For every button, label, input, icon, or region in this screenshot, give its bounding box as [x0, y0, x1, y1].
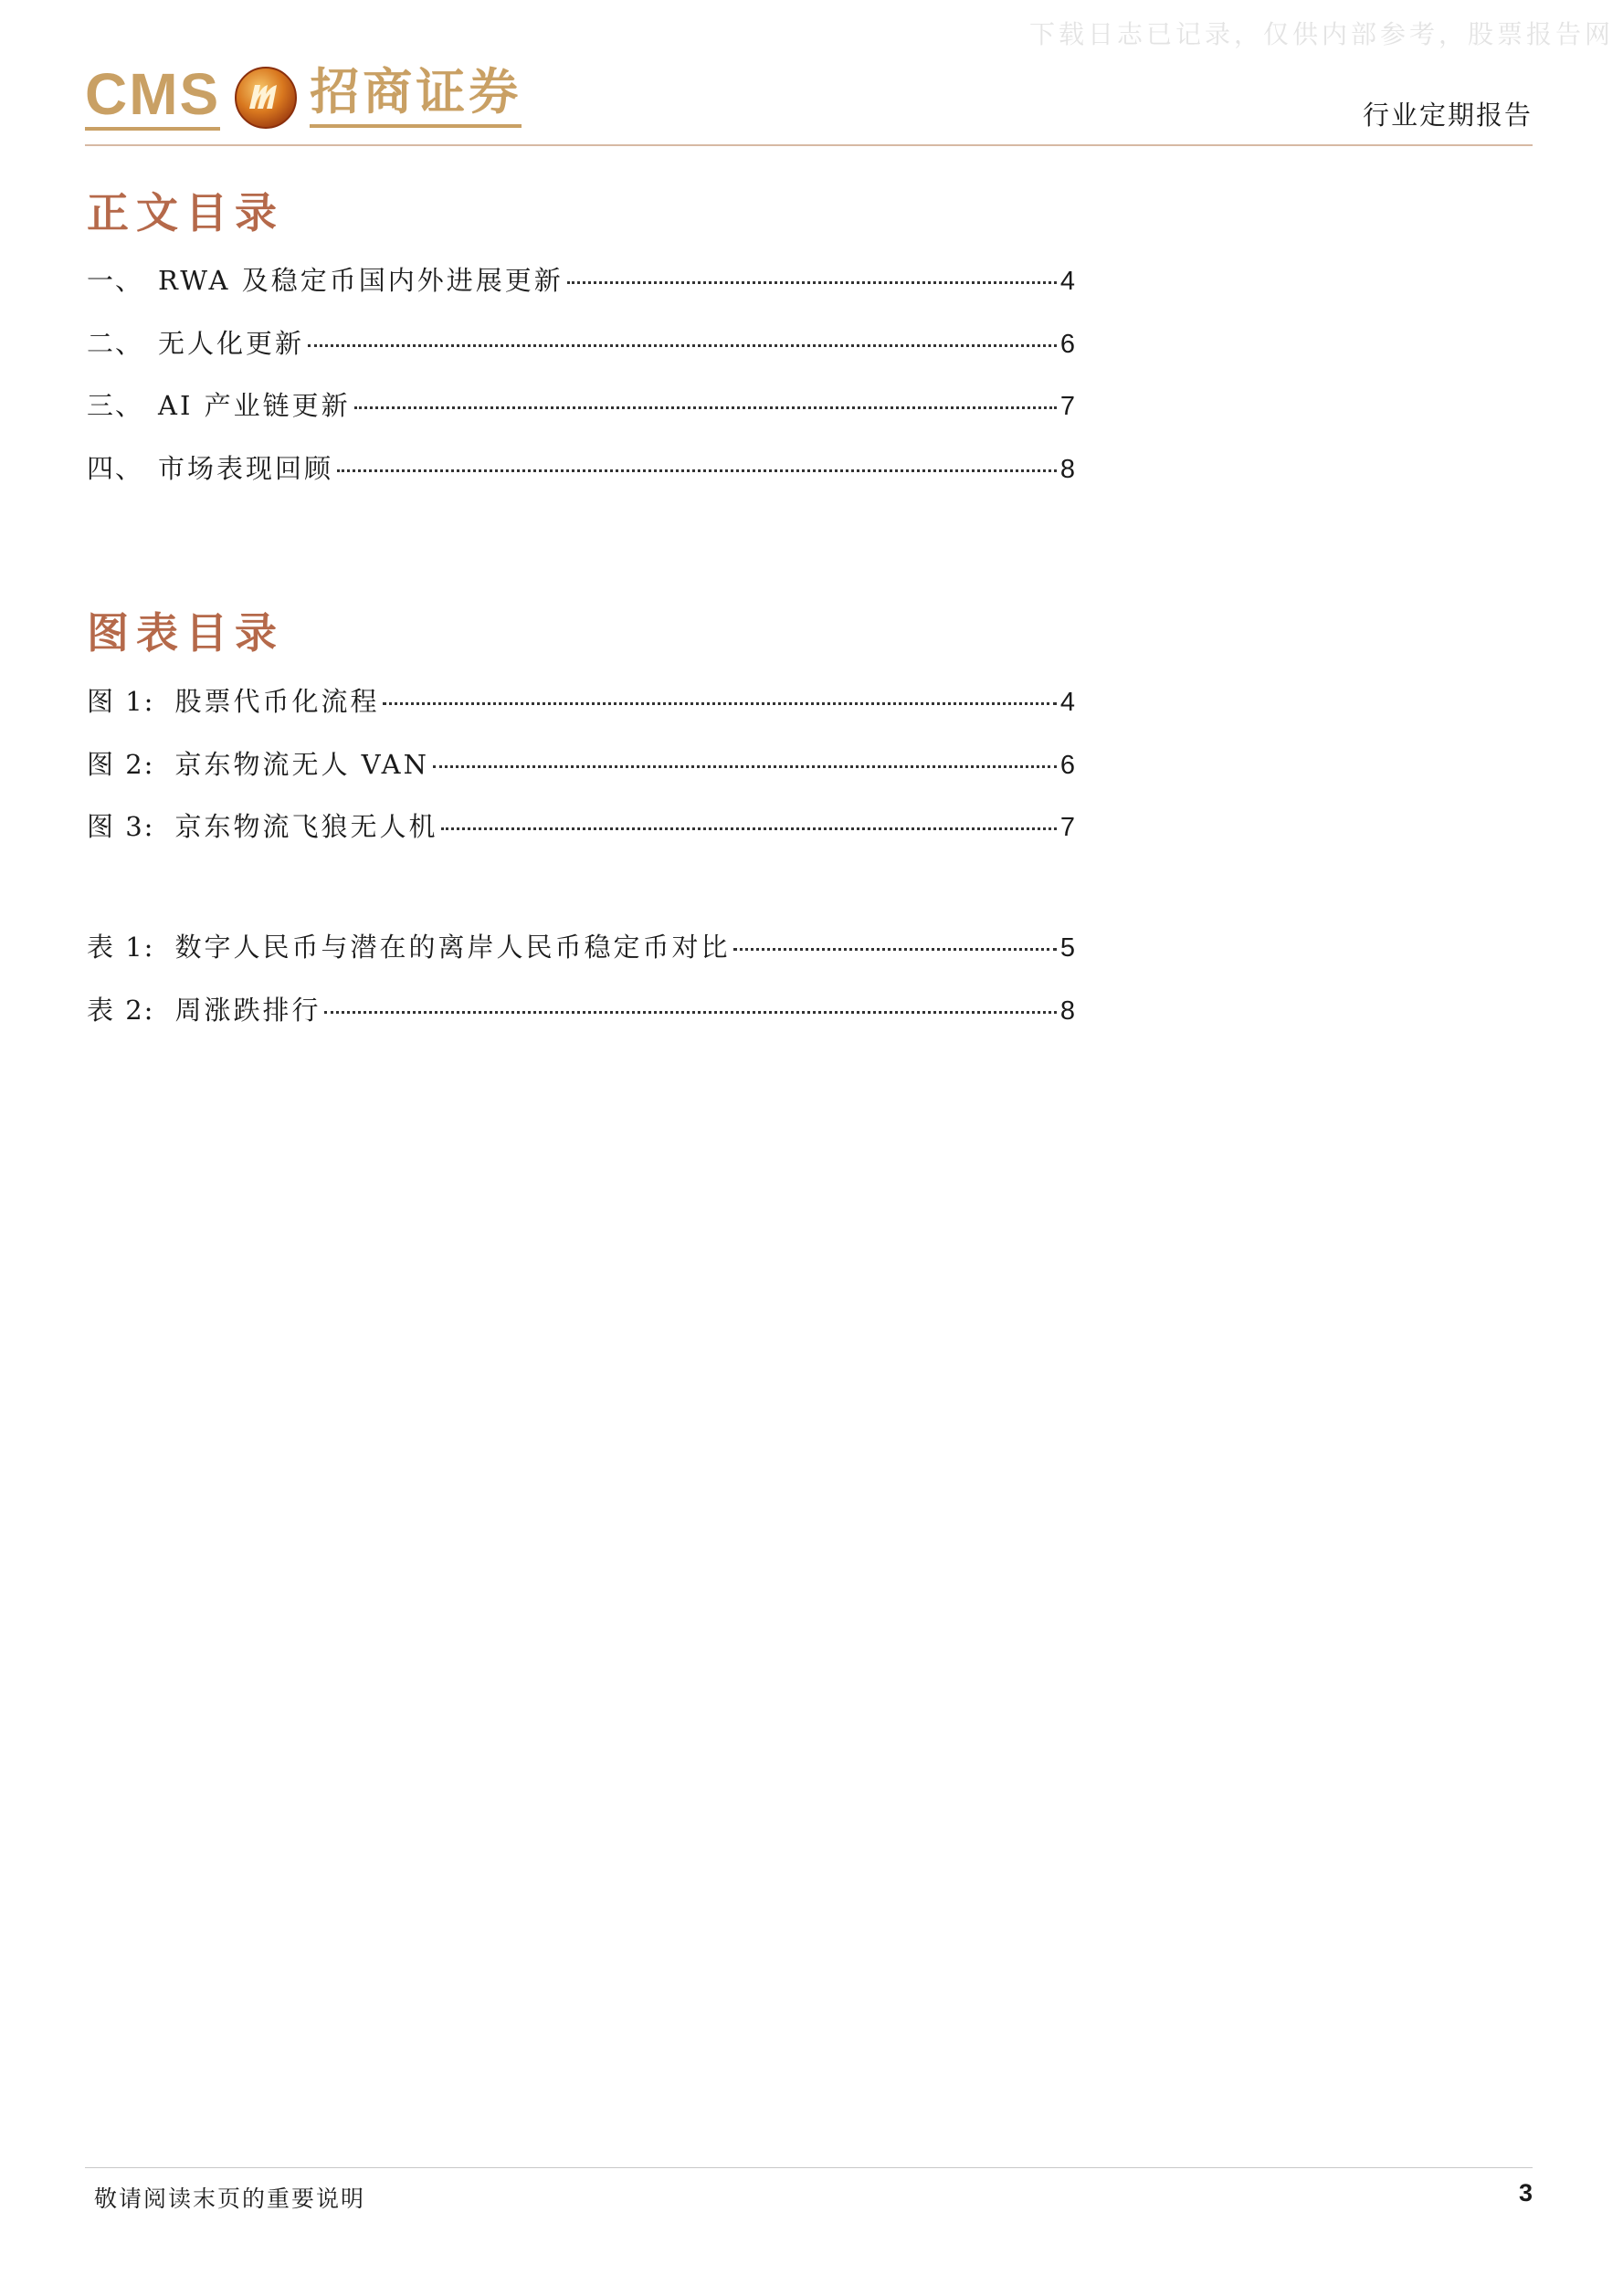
contents-title: 正文目录	[87, 188, 284, 237]
toc-entry-page: 6	[1059, 329, 1075, 359]
table-entry-label: 数字人民币与潜在的离岸人民币稳定币对比	[174, 932, 731, 963]
figure-entry-number: 图 2:	[87, 748, 155, 780]
logo-emblem-icon	[233, 65, 299, 131]
figure-entry[interactable]	[87, 806, 1075, 869]
page-number: 3	[1518, 2179, 1533, 2206]
watermark: 下载日志已记录，仅供内部参考，股票报告网	[1028, 19, 1614, 49]
dot-leader	[354, 406, 1057, 409]
figure-entry[interactable]	[87, 744, 1075, 807]
toc-entry-label: 市场表现回顾	[158, 452, 334, 484]
contents-list	[87, 260, 1075, 511]
toc-entry-page: 7	[1059, 392, 1075, 421]
logo-latin-text: CMS	[85, 65, 220, 131]
table-entry-page: 5	[1059, 933, 1075, 963]
figure-entry-number: 图 1:	[87, 686, 155, 717]
table-entry[interactable]	[87, 990, 1075, 1053]
toc-entry-number: 二、	[87, 327, 144, 359]
toc-entry[interactable]	[87, 260, 1075, 323]
toc-entry-page: 4	[1059, 267, 1075, 296]
disclaimer-note: 敬请阅读末页的重要说明	[94, 2185, 366, 2212]
toc-entry-number: 三、	[87, 390, 144, 421]
page-header	[85, 53, 1533, 146]
figure-entry[interactable]	[87, 681, 1075, 744]
figure-entry-page: 6	[1059, 750, 1075, 780]
dot-leader	[308, 344, 1057, 347]
table-entry-label: 周涨跌排行	[174, 994, 321, 1026]
toc-entry-number: 四、	[87, 452, 144, 484]
toc-entry[interactable]	[87, 448, 1075, 511]
table-entry-number: 表 1:	[87, 932, 155, 963]
table-entry[interactable]	[87, 927, 1075, 990]
figure-entry-label: 京东物流无人 VAN	[174, 748, 429, 780]
dot-leader	[567, 281, 1057, 284]
figures-list	[87, 681, 1075, 869]
figures-title: 图表目录	[87, 608, 284, 658]
table-entry-number: 表 2:	[87, 994, 155, 1026]
page-footer	[85, 2167, 1533, 2223]
company-logo	[85, 58, 522, 137]
toc-entry-label: RWA 及稳定币国内外进展更新	[158, 265, 564, 296]
tables-list	[87, 927, 1075, 1052]
figure-entry-page: 7	[1059, 813, 1075, 842]
figure-entry-page: 4	[1059, 688, 1075, 717]
logo-chinese-text: 招商证券	[310, 68, 522, 128]
dot-leader	[433, 765, 1057, 768]
toc-entry-page: 8	[1059, 454, 1075, 484]
table-entry-page: 8	[1059, 995, 1075, 1026]
toc-entry-label: AI 产业链更新	[158, 390, 351, 421]
toc-entry[interactable]	[87, 323, 1075, 386]
figure-entry-number: 图 3:	[87, 811, 155, 842]
figure-entry-label: 股票代币化流程	[174, 686, 380, 717]
dot-leader	[733, 948, 1056, 951]
dot-leader	[383, 702, 1056, 705]
toc-entry-label: 无人化更新	[158, 327, 305, 359]
dot-leader	[324, 1011, 1056, 1014]
report-type-label: 行业定期报告	[1362, 100, 1533, 131]
toc-entry[interactable]	[87, 385, 1075, 448]
toc-entry-number: 一、	[87, 265, 144, 296]
figure-entry-label: 京东物流飞狼无人机	[174, 811, 438, 842]
dot-leader	[441, 827, 1056, 830]
dot-leader	[337, 469, 1057, 472]
